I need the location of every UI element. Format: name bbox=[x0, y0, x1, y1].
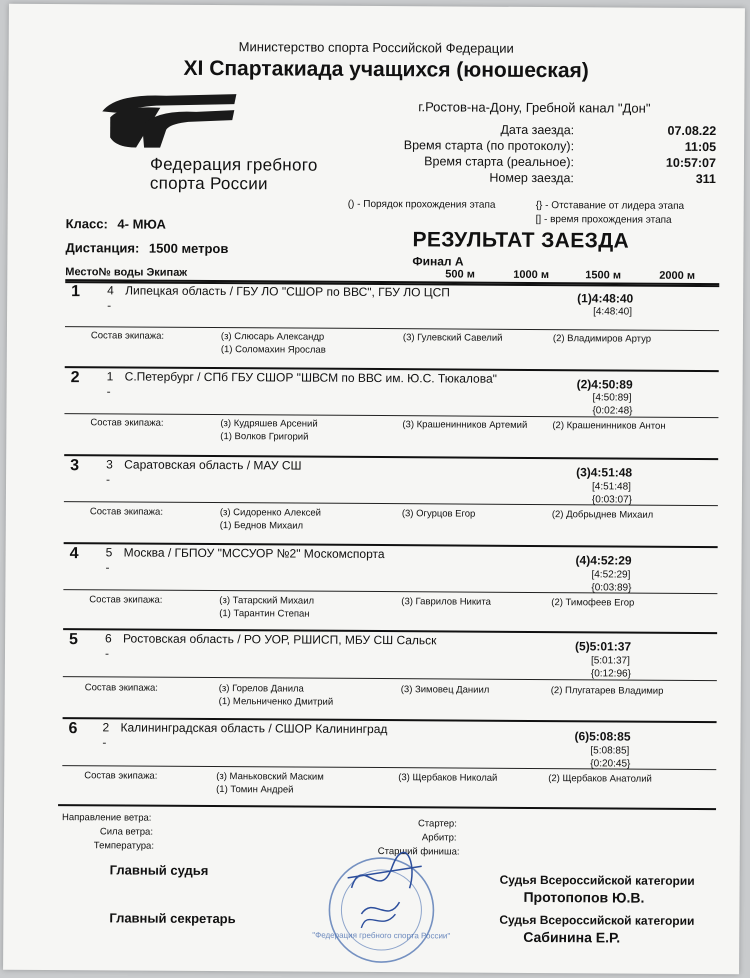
race-number-label: Номер заезда: bbox=[489, 170, 574, 186]
finish-judge-label: Старший финиша: bbox=[377, 846, 460, 858]
crew-label: Состав экипажа: bbox=[84, 682, 158, 694]
crew-member: (3) Щербаков Николай bbox=[398, 772, 498, 784]
col-2000m: 2000 м bbox=[659, 269, 696, 282]
crew-member: (3) Огурцов Егор bbox=[401, 508, 476, 520]
race-date-label: Дата заезда: bbox=[500, 122, 575, 138]
chief-secretary-label: Главный секретарь bbox=[109, 910, 236, 927]
crew-member: (з) Маньковский Маским bbox=[216, 771, 324, 783]
entry-gap: {0:20:45} bbox=[590, 758, 631, 770]
entry-time: (5)5:01:37 bbox=[575, 639, 632, 654]
crew-member: (2) Крашенинников Антон bbox=[552, 420, 666, 432]
class-label: Класс: bbox=[65, 216, 108, 232]
crew-member: (1) Беднов Михаил bbox=[219, 520, 304, 532]
crew-member: (1) Мельниченко Дмитрий bbox=[218, 696, 334, 708]
crew-member: (2) Владимиров Артур bbox=[552, 333, 652, 345]
crew-member: (2) Щербаков Анатолий bbox=[548, 773, 652, 785]
crew-member: (з) Кудряшев Арсений bbox=[220, 418, 318, 430]
entry-time: (3)4:51:48 bbox=[576, 465, 633, 480]
entry-dash: - bbox=[105, 560, 110, 575]
crew-member: (2) Тимофеев Егор bbox=[551, 597, 635, 609]
entry-team: Липецкая область / ГБУ ЛО "СШОР по ВВС", ГБУ ЛО ЦСП bbox=[125, 283, 450, 300]
entry-split: [4:51:48] bbox=[591, 481, 631, 493]
federation-name: Федерация гребного спорта России bbox=[149, 154, 318, 194]
entry-lane: 1 bbox=[106, 369, 114, 384]
venue: г.Ростов-на-Дону, Гребной канал "Дон" bbox=[418, 99, 651, 116]
distance-row bbox=[65, 240, 228, 256]
entry-place: 2 bbox=[70, 369, 80, 387]
entry-team: С.Петербург / СПб ГБУ СШОР "ШВСМ по ВВС им. Ю.С. Тюкалова" bbox=[124, 369, 497, 386]
crew-member: (3) Гаврилов Никита bbox=[401, 596, 491, 608]
entry-time: (4)4:52:29 bbox=[575, 553, 632, 568]
entry-team: Ростовская область / РО УОР, РШИСП, МБУ СШ Сальск bbox=[123, 631, 437, 648]
entry-gap: {0:12:96} bbox=[590, 668, 631, 680]
crew-member: (1) Томин Андрей bbox=[216, 784, 294, 796]
crew-member: (з) Татарский Михаил bbox=[219, 595, 315, 607]
entry-time: (1)4:48:40 bbox=[577, 291, 634, 306]
entry-gap: {0:03:89} bbox=[591, 582, 632, 594]
wind-direction-label: Направление ветра: bbox=[61, 812, 152, 824]
start-time-real-label: Время старта (реальное): bbox=[424, 154, 575, 170]
entry-dash: - bbox=[102, 735, 107, 750]
entry-dash: - bbox=[107, 298, 112, 313]
entry-split: [5:08:85] bbox=[590, 745, 630, 757]
race-number-value: 311 bbox=[695, 171, 716, 187]
entry-gap: {0:03:07} bbox=[591, 494, 633, 506]
distance-value: 1500 метров bbox=[148, 240, 229, 257]
arbiter-label: Арбитр: bbox=[421, 832, 457, 844]
entry-place: 3 bbox=[70, 457, 80, 475]
crew-member: (2) Добрыднев Михаил bbox=[551, 509, 654, 521]
federation-logo bbox=[96, 89, 236, 150]
entry-place: 4 bbox=[69, 545, 79, 563]
entry-lane: 5 bbox=[105, 545, 113, 560]
entry-split: [4:52:29] bbox=[591, 569, 631, 581]
entry-time: (6)5:08:85 bbox=[574, 729, 631, 744]
crew-label: Состав экипажа: bbox=[84, 770, 158, 782]
entry-dash: - bbox=[106, 472, 111, 487]
starter-label: Стартер: bbox=[417, 818, 457, 830]
entry-team: Саратовская область / МАУ СШ bbox=[124, 457, 302, 473]
crew-member: (з) Сидоренко Алексей bbox=[219, 507, 321, 519]
distance-label: Дистанция: bbox=[65, 240, 140, 256]
judge-category-1: Судья Всероссийской категории bbox=[499, 872, 695, 888]
start-time-protocol-label: Время старта (по протоколу): bbox=[403, 138, 575, 154]
federation-stamp bbox=[312, 844, 451, 973]
entry-team: Москва / ГБПОУ "МССУОР №2" Москомспорта bbox=[123, 545, 385, 562]
entry-dash: - bbox=[106, 384, 111, 399]
crew-member: (3) Крашенинников Артемий bbox=[402, 419, 528, 431]
wind-force-label: Сила ветра: bbox=[99, 826, 154, 838]
crew-member: (2) Плугатарев Владимир bbox=[550, 685, 664, 697]
crew-member: (1) Тарантин Степан bbox=[219, 608, 310, 620]
entry-time: (2)4:50:89 bbox=[576, 377, 633, 392]
entry-place: 6 bbox=[68, 720, 78, 738]
judge-name-2: Сабинина Е.Р. bbox=[523, 928, 621, 946]
crew-label: Состав экипажа: bbox=[89, 506, 164, 518]
start-time-protocol-value: 11:05 bbox=[684, 139, 717, 155]
crew-member: (з) Горелов Данила bbox=[218, 683, 304, 695]
entry-split: [4:50:89] bbox=[592, 392, 632, 404]
temperature-label: Температура: bbox=[93, 840, 155, 852]
result-title: РЕЗУЛЬТАТ ЗАЕЗДА bbox=[412, 228, 630, 253]
protocol-sheet bbox=[3, 4, 745, 974]
legend-gap: {} - Отставание от лидера этапа bbox=[535, 199, 685, 212]
entry-place: 5 bbox=[69, 631, 79, 649]
crew-member: (3) Гулевский Савелий bbox=[402, 332, 503, 344]
crew-member: (3) Зимовец Даниил bbox=[400, 684, 490, 696]
col-place-lane-crew: Место№ воды Экипаж bbox=[65, 266, 188, 279]
entry-lane: 6 bbox=[105, 631, 112, 646]
col-1000m: 1000 м bbox=[513, 268, 550, 282]
col-500m: 500 м bbox=[445, 268, 475, 281]
judge-category-2: Судья Всероссийской категории bbox=[499, 912, 695, 928]
stamp-text: "Федерация гребного спорта России" bbox=[312, 930, 451, 941]
event-title: XI Спартакиада учащихся (юношеская) bbox=[183, 56, 589, 83]
entry-lane: 3 bbox=[106, 457, 113, 472]
final-label: Финал А bbox=[412, 254, 464, 269]
crew-member: (1) Волков Григорий bbox=[220, 431, 309, 443]
legend-order: () - Порядок прохождения этапа bbox=[347, 198, 496, 211]
crew-label: Состав экипажа: bbox=[90, 417, 164, 429]
footer-rule bbox=[58, 804, 716, 810]
crew-label: Состав экипажа: bbox=[90, 330, 165, 342]
race-date-value: 07.08.22 bbox=[667, 123, 717, 139]
entry-split: [5:01:37] bbox=[590, 655, 630, 667]
col-1500m: 1500 м bbox=[585, 269, 622, 282]
entry-team: Калининградская область / СШОР Калининград bbox=[120, 720, 388, 737]
entry-split: [4:48:40] bbox=[593, 306, 633, 318]
class-row bbox=[66, 216, 166, 232]
entry-lane: 2 bbox=[102, 720, 110, 735]
class-value: 4- МЮА bbox=[117, 216, 166, 232]
entry-lane: 4 bbox=[107, 283, 114, 298]
crew-label: Состав экипажа: bbox=[89, 594, 163, 606]
legend-split: [] - время прохождения этапа bbox=[535, 213, 672, 226]
entry-gap: {0:02:48} bbox=[592, 405, 633, 417]
entry-dash: - bbox=[104, 646, 110, 661]
judge-name-1: Протопопов Ю.В. bbox=[523, 888, 645, 906]
chief-judge-label: Главный судья bbox=[109, 862, 209, 878]
crew-member: (з) Слюсарь Александр bbox=[220, 331, 325, 343]
start-time-real-value: 10:57:07 bbox=[665, 155, 717, 171]
ministry-line: Министерство спорта Российской Федерации bbox=[238, 39, 514, 56]
entry-place: 1 bbox=[71, 283, 81, 301]
crew-member: (1) Соломахин Ярослав bbox=[220, 344, 326, 356]
